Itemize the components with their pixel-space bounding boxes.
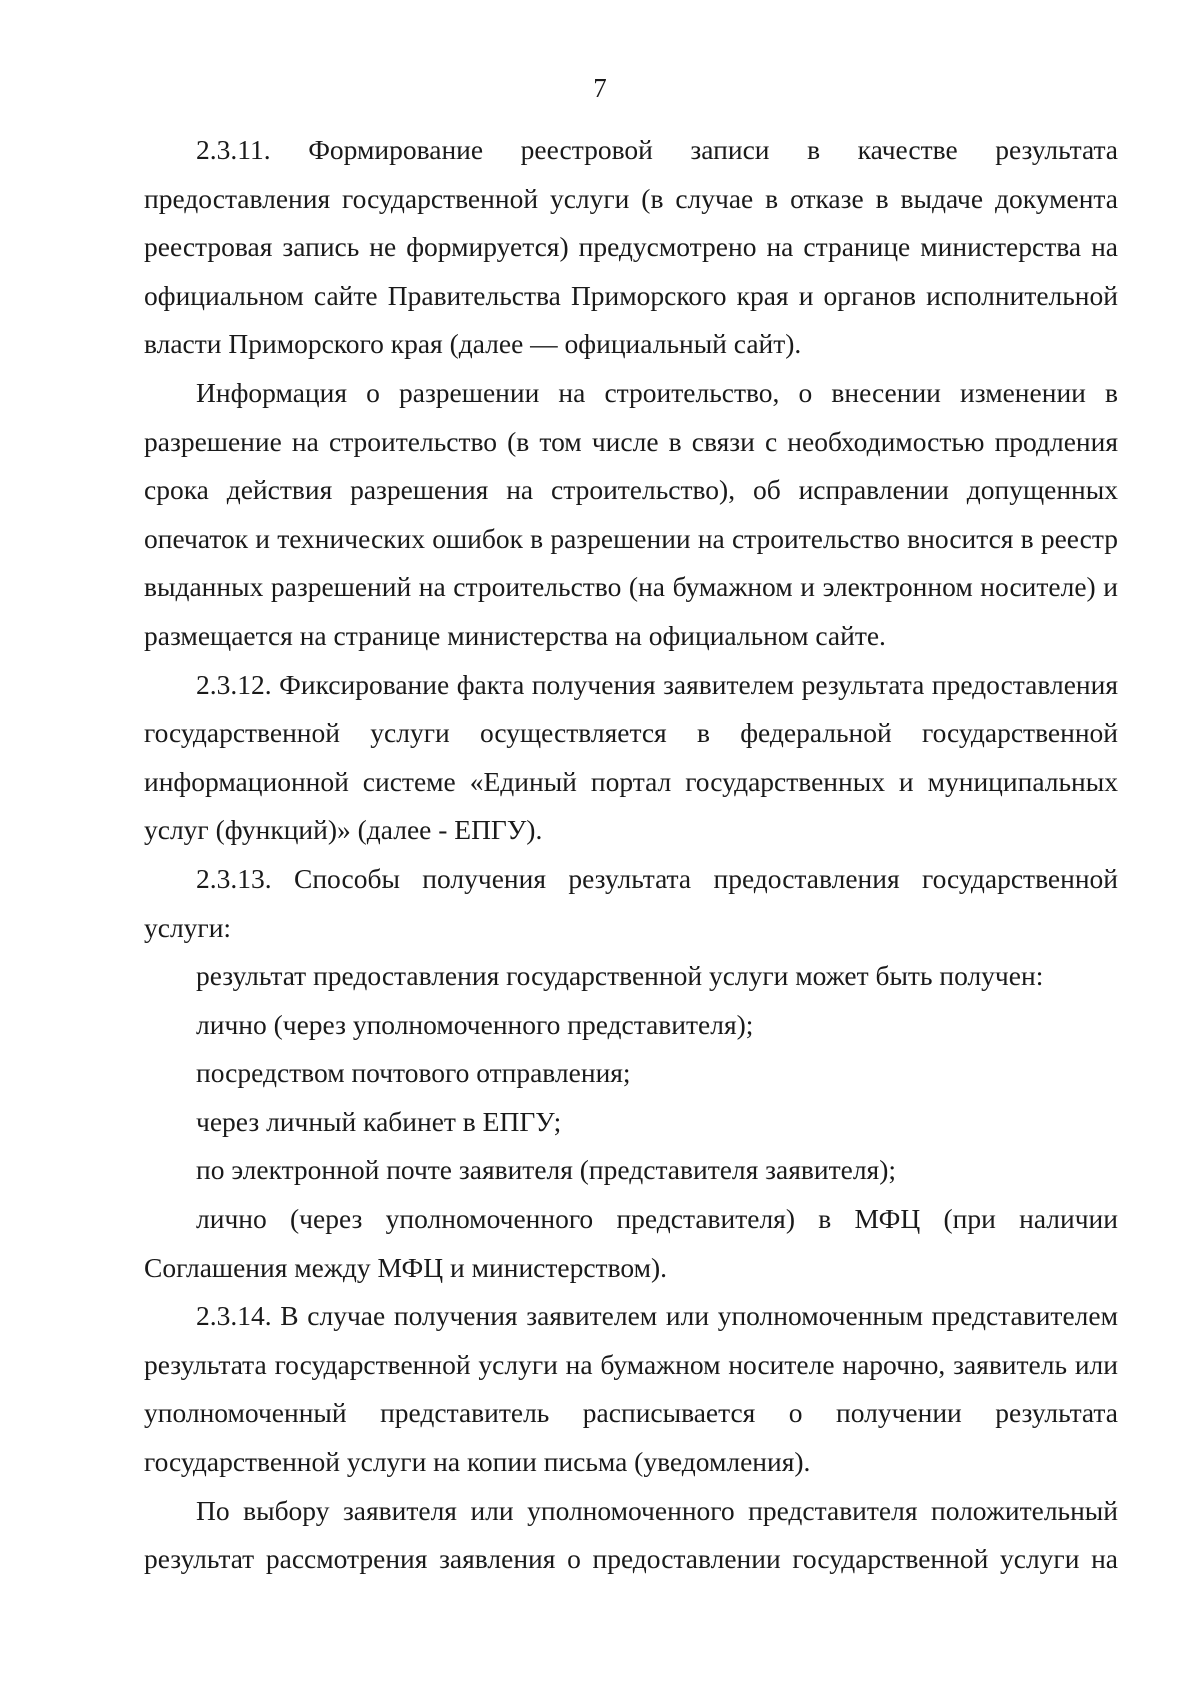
document-body	[144, 126, 1118, 1584]
paragraph-2-3-13: 2.3.13. Способы получения результата предоставления государственной услуги:	[144, 862, 1118, 943]
list-item-by-mail: посредством почтового отправления;	[196, 1057, 631, 1089]
paragraph-2-3-12: 2.3.12. Фиксирование факта получения заявителем результата предоставления государственной услуги осуществляется в федеральной государственной информационной системе «Единый портал государственных и муниципальных услуг (функций)» (далее - ЕПГУ).	[144, 668, 1118, 846]
list-item-in-person: лично (через уполномоченного представителя);	[196, 1008, 754, 1040]
list-item-mfc: лично (через уполномоченного представителя) в МФЦ (при наличии Соглашения между МФЦ и министерством).	[144, 1203, 1118, 1283]
paragraph-2-3-14: 2.3.14. В случае получения заявителем или уполномоченным представителем результата государственной услуги на бумажном носителе нарочно, заявитель или уполномоченный представитель расписывается о получении результата государственной услуги на копии письма (уведомления).	[144, 1300, 1118, 1478]
list-item-epgu-account: через личный кабинет в ЕПГУ;	[196, 1105, 562, 1137]
page-number: 7	[593, 73, 607, 103]
paragraph-2-3-11: 2.3.11. Формирование реестровой записи в качестве результата предоставления государственной услуги (в случае в отказе в выдаче документа реестровая запись не формируется) предусмотрено на странице министерства на официальном сайте Правительства Приморского края и органов исполнительной власти Приморского края (далее — официальный сайт).	[144, 134, 1118, 360]
paragraph-applicant-choice: По выбору заявителя или уполномоченного представителя положительный результат рассмотрения заявления о предоставлении государственной услуги на	[144, 1494, 1118, 1575]
paragraph-construction-permit-info: Информация о разрешении на строительство, о внесении изменении в разрешение на строительство (в том числе в связи с необходимостью продления срока действия разрешения на строительство), об исправлении допущенных опечаток и технических ошибок в разрешении на строительство вносится в реестр выданных разрешений на строительство (на бумажном и электронном носителе) и размещается на странице министерства на официальном сайте.	[144, 376, 1118, 651]
paragraph-result-may-be-received: результат предоставления государственной услуги может быть получен:	[196, 960, 1044, 992]
list-item-email: по электронной почте заявителя (представителя заявителя);	[196, 1154, 896, 1186]
